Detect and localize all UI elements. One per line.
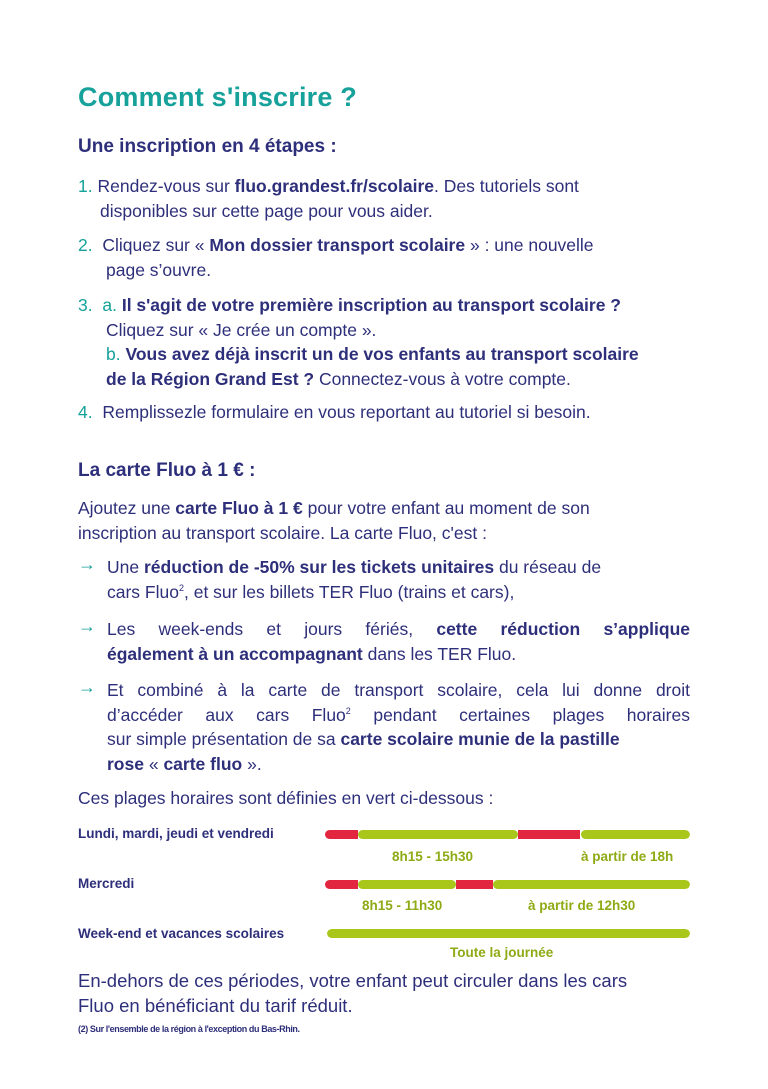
schedule-segment-allowed <box>327 929 690 938</box>
bullet-3: Et combiné à la carte de transport scolaire, cela lui donne droit d’accéder aux cars Fluo$^2$ pendant certaines plages horaires sur simple présentation de sa carte scolaire munie de la pastille rose « carte fluo ». <box>107 680 690 774</box>
bullet-1: Une réduction de -50% sur les tickets unitaires du réseau de cars Fluo$^2$, et sur les billets TER Fluo (trains et cars), <box>107 557 602 602</box>
scolaire-link[interactable]: fluo.grandest.fr/scolaire <box>234 176 434 196</box>
step-number: 4. <box>78 402 93 422</box>
schedule-row-label: Week-end et vacances scolaires <box>78 926 285 941</box>
card-intro: Ajoutez une carte Fluo à 1 € pour votre enfant au moment de son inscription au transport scolaire. La carte Fluo, c'est : <box>78 498 590 543</box>
schedule-bar-wednesday <box>325 880 690 889</box>
schedule-segment-allowed <box>581 830 691 839</box>
period-label: à partir de 12h30 <box>528 898 636 913</box>
step-number: 1. <box>78 176 93 196</box>
schedule-segment-allowed <box>358 830 519 839</box>
step-3: 3. a. Il s'agit de votre première inscription au transport scolaire ? Cliquez sur « Je crée un compte ». b. Vous avez déjà inscrit un de vos enfants au transport scolaire de la Région Grand Est ? Connectez-vous à votre compte. <box>78 295 639 389</box>
schedule-bar-weekdays <box>325 830 690 839</box>
schedule-segment-blocked <box>456 880 493 889</box>
arrow-right-icon: → <box>78 554 96 574</box>
period-label: à partir de 18h <box>581 849 674 864</box>
period-label: 8h15 - 15h30 <box>392 849 474 864</box>
schedule-segment-allowed <box>493 880 690 889</box>
card-heading: La carte Fluo à 1 € : <box>78 460 256 481</box>
step-1: 1. Rendez-vous sur fluo.grandest.fr/scolaire. Des tutoriels sont disponibles sur cette page pour vous aider. <box>78 176 579 221</box>
schedule-segment-blocked <box>325 830 358 839</box>
outro: En-dehors de ces périodes, votre enfant peut circuler dans les cars Fluo en bénéficiant du tarif réduit. <box>78 970 628 1016</box>
footnote: (2) Sur l'ensemble de la région à l'exception du Bas-Rhin. <box>78 1024 300 1034</box>
period-label: Toute la journée <box>450 945 554 960</box>
bullet-2: Les week-ends et jours fériés, cette réduction s’applique également à un accompagnant dans les TER Fluo. <box>107 619 690 664</box>
steps-heading: Une inscription en 4 étapes : <box>78 136 337 157</box>
step-number: 3. <box>78 295 93 315</box>
schedule-bar-weekend <box>327 929 690 938</box>
period-label: 8h15 - 11h30 <box>362 898 443 913</box>
page-title: Comment s'inscrire ? <box>78 82 357 112</box>
schedule-row-label: Lundi, mardi, jeudi et vendredi <box>78 826 274 841</box>
schedule-intro: Ces plages horaires sont définies en vert ci-dessous : <box>78 788 494 808</box>
schedule-segment-blocked <box>325 880 358 889</box>
step-2: 2. Cliquez sur « Mon dossier transport scolaire » : une nouvelle page s’ouvre. <box>78 235 594 280</box>
arrow-right-icon: → <box>78 616 96 636</box>
schedule-row-label: Mercredi <box>78 876 135 891</box>
arrow-right-icon: → <box>78 677 96 697</box>
schedule-segment-blocked <box>518 830 580 839</box>
step-number: 2. <box>78 235 93 255</box>
step-4: 4. Remplissezle formulaire en vous reportant au tutoriel si besoin. <box>78 402 591 422</box>
schedule-segment-allowed <box>358 880 457 889</box>
